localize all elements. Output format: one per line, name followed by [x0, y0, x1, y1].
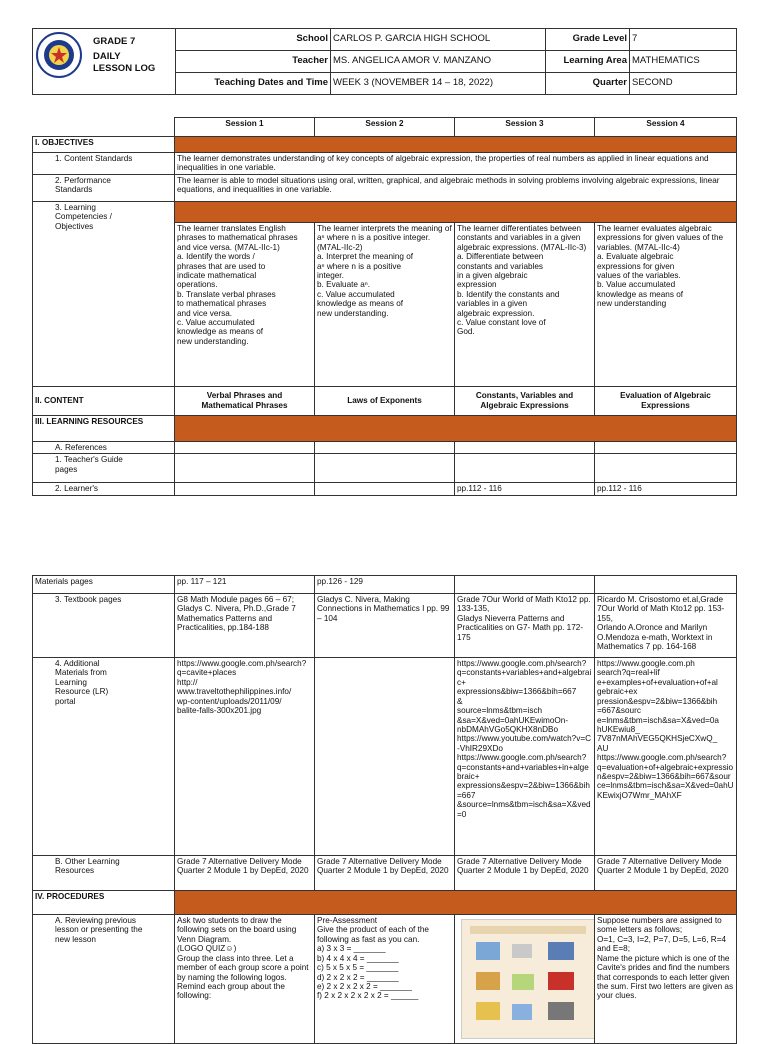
other-s3: Grade 7 Alternative Delivery Mode Quarter 2 Module 1 by DepEd, 2020 — [455, 856, 595, 891]
competencies-banner — [175, 201, 737, 222]
competency-session-1: The learner translates English phrases to mathematical phrases and vice versa. (M7AL-IIc-1) a. Identify the words / phrases that are used to indicate mathematical operations. b. Translate verbal phrases to mathematical phrases and vice versa. c. Value accumulated knowledge as means of new understanding. — [175, 222, 315, 386]
school-label: School — [176, 29, 331, 51]
lm-top-s2 — [315, 483, 455, 495]
teachers-guide-label: 1. Teacher's Guide pages — [33, 454, 175, 483]
activity-worksheet-image — [461, 919, 595, 1039]
header-logo-cell — [33, 29, 176, 95]
daily-lesson-log-title: DAILY LESSON LOG — [93, 50, 156, 74]
lm-top-s3: pp.112 - 116 — [455, 483, 595, 495]
content-session-2: Laws of Exponents — [315, 386, 455, 415]
lm-bottom-s4 — [595, 576, 737, 594]
lesson-table-part2 — [32, 575, 737, 1044]
additional-s1: https://www.google.com.ph/search? q=cavite+places http:// www.traveltothephilippines.info/ wp-content/uploads/2011/09/ balite-falls-300x201.jpg — [175, 658, 315, 856]
content-standards-text: The learner demonstrates understanding of key concepts of algebraic expression, the properties of real numbers as applied in linear equations and inequalities in one variable. — [175, 153, 737, 175]
competency-session-3: The learner differentiates between constants and variables in a given algebraic expressions. (M7AL-IIc-3) a. Differentiate between constants and variables in a given algebraic expression b. Identify the constants and variables in a given algebraic expression. c. Value constant love of God. — [455, 222, 595, 386]
lm-top-s1 — [175, 483, 315, 495]
review-s4: Suppose numbers are assigned to some letters as follows; O=1, C=3, I=2, P=7, D=5, L=6, R=4 and E=8; Name the picture which is one of the Cavite's prides and find the numbers that corresponds to each letter given the sum. First two letters are given as your clues. — [595, 915, 737, 1044]
learning-resources-banner — [175, 415, 737, 441]
competency-session-2: The learner interprets the meaning of aⁿ where n is a positive integer. (M7AL-IIc-2) a. Interpret the meaning of aⁿ where n is a positive integer. b. Evaluate aⁿ. c. Value accumulated knowledge as means of new understanding. — [315, 222, 455, 386]
quarter-value: SECOND — [630, 73, 737, 95]
teacher-value: MS. ANGELICA AMOR V. MANZANO — [331, 51, 546, 73]
header-table — [32, 28, 737, 95]
quarter-label: Quarter — [546, 73, 630, 95]
textbook-label: 3. Textbook pages — [33, 594, 175, 658]
learning-area-value: MATHEMATICS — [630, 51, 737, 73]
learners-materials-label-bottom: Materials pages — [33, 576, 175, 594]
session-2-header: Session 2 — [315, 118, 455, 137]
tg-s4 — [595, 454, 737, 483]
references-s1 — [175, 441, 315, 453]
school-value: CARLOS P. GARCIA HIGH SCHOOL — [331, 29, 546, 51]
lm-bottom-s1: pp. 117 – 121 — [175, 576, 315, 594]
content-heading: II. CONTENT — [33, 386, 175, 415]
additional-s4: https://www.google.com.ph search?q=real+lif e+examples+of+evaluation+of+al gebraic+ex pression&espv=2&biw=1366&bih =667&sourc e=lnms&tbm=isch&sa=X&ved=0a hUKEwiu8_ 7V87nMAhVEG5QKHSjeCXwQ_ AU https://www.google.com.ph/search? q=evaluation+of+algebraic+expression&espv=2&biw=1366&bih=667&source=lnms&tbm=isch&sa=X&ved=0ahUKEwixjO7Wmr_MAhXF — [595, 658, 737, 856]
references-s4 — [595, 441, 737, 453]
teacher-label: Teacher — [176, 51, 331, 73]
other-s1: Grade 7 Alternative Delivery Mode Quarter 2 Module 1 by DepEd, 2020 — [175, 856, 315, 891]
tg-s2 — [315, 454, 455, 483]
performance-standards-text: The learner is able to model situations using oral, written, graphical, and algebraic methods in solving problems involving algebraic expressions, linear equations, and inequalities in one variable. — [175, 174, 737, 201]
competencies-label: 3. Learning Competencies / Objectives — [33, 201, 175, 386]
session-1-header: Session 1 — [175, 118, 315, 137]
dates-label: Teaching Dates and Time — [176, 73, 331, 95]
references-s2 — [315, 441, 455, 453]
content-session-3: Constants, Variables and Algebraic Expressions — [455, 386, 595, 415]
textbook-s4: Ricardo M. Crisostomo et.al,Grade 7Our World of Math Kto12 pp. 153-155, Orlando A.Oronce and Marilyn O.Mendoza e-math, Worktext in Mathematics 7 pp. 164-168 — [595, 594, 737, 658]
procedures-banner — [175, 891, 737, 915]
references-s3 — [455, 441, 595, 453]
additional-s3: https://www.google.com.ph/search? q=constants+variables+and+algebraic+ expressions&biw=1366&bih=667 & source=lnms&tbm=isch &sa=X&ved=0ahUKEwimoOn- nbDMAhVGo5QKHX8nDBo https://www.youtube.com/watch?v=C-VhIR29XDo https://www.google.com.ph/search? q=constants+and+variables+in+algebraic+ expressions&espv=2&biw=1366&bih=667 &source=lnms&tbm=isch&sa=X&ved=0 — [455, 658, 595, 856]
review-s2: Pre-Assessment Give the product of each of the following as fast as you can. a) 3 x 3 = _______ b) 4 x 4 x 4 = _______ c) 5 x 5 x 5 = _______ d) 2 x 2 x 2 = _______ e) 2 x 2 x 2 x 2 = _______ f) 2 x 2 x 2 x 2 x 2 = ______ — [315, 915, 455, 1044]
tg-s3 — [455, 454, 595, 483]
additional-materials-label: 4. Additional Materials from Learning Resource (LR) portal — [33, 658, 175, 856]
references-label: A. References — [33, 441, 175, 453]
other-resources-label: B. Other Learning Resources — [33, 856, 175, 891]
content-session-1: Verbal Phrases and Mathematical Phrases — [175, 386, 315, 415]
content-session-4: Evaluation of Algebraic Expressions — [595, 386, 737, 415]
competency-session-4: The learner evaluates algebraic expressions for given values of the variables. (M7AL-IIc-4) a. Evaluate algebraic expressions for given values of the variables. b. Value accumulated knowledge as means of new understanding — [595, 222, 737, 386]
learning-area-label: Learning Area — [546, 51, 630, 73]
textbook-s3: Grade 7Our World of Math Kto12 pp. 133-135, Gladys Nieverra Patterns and Practicalities on G7- Math pp. 172-175 — [455, 594, 595, 658]
tg-s1 — [175, 454, 315, 483]
dates-value: WEEK 3 (NOVEMBER 14 – 18, 2022) — [331, 73, 546, 95]
performance-standards-label: 2. Performance Standards — [33, 174, 175, 201]
review-label: A. Reviewing previous lesson or presenting the new lesson — [33, 915, 175, 1044]
review-s3 — [455, 915, 595, 1044]
session-3-header: Session 3 — [455, 118, 595, 137]
learning-resources-heading: III. LEARNING RESOURCES — [33, 415, 175, 441]
grade-label: GRADE 7 — [93, 36, 136, 47]
lm-bottom-s3 — [455, 576, 595, 594]
lm-top-s4: pp.112 - 116 — [595, 483, 737, 495]
empty-corner — [33, 118, 175, 137]
other-s2: Grade 7 Alternative Delivery Mode Quarter 2 Module 1 by DepEd, 2020 — [315, 856, 455, 891]
textbook-s1: G8 Math Module pages 66 – 67; Gladys C. Nivera, Ph.D.,Grade 7 Mathematics Patterns and Practicalities, pp.184-188 — [175, 594, 315, 658]
objectives-banner — [175, 137, 737, 153]
objectives-heading: I. OBJECTIVES — [33, 137, 175, 153]
grade-level-label: Grade Level — [546, 29, 630, 51]
procedures-heading: IV. PROCEDURES — [33, 891, 175, 915]
lm-bottom-s2: pp.126 - 129 — [315, 576, 455, 594]
lesson-table-part1 — [32, 117, 737, 496]
review-s1: Ask two students to draw the following sets on the board using Venn Diagram. (LOGO QUIZ☺) Group the class into three. Let a member of each group score a point by naming the following logos. Remind each group about the following: — [175, 915, 315, 1044]
content-standards-label: 1. Content Standards — [33, 153, 175, 175]
worksheet-illustration — [462, 920, 594, 1038]
grade-level-value: 7 — [630, 29, 737, 51]
session-4-header: Session 4 — [595, 118, 737, 137]
other-s4: Grade 7 Alternative Delivery Mode Quarter 2 Module 1 by DepEd, 2020 — [595, 856, 737, 891]
textbook-s2: Gladys C. Nivera, Making Connections in Mathematics I pp. 99 – 104 — [315, 594, 455, 658]
learners-materials-label-top: 2. Learner's — [33, 483, 175, 495]
additional-s2 — [315, 658, 455, 856]
